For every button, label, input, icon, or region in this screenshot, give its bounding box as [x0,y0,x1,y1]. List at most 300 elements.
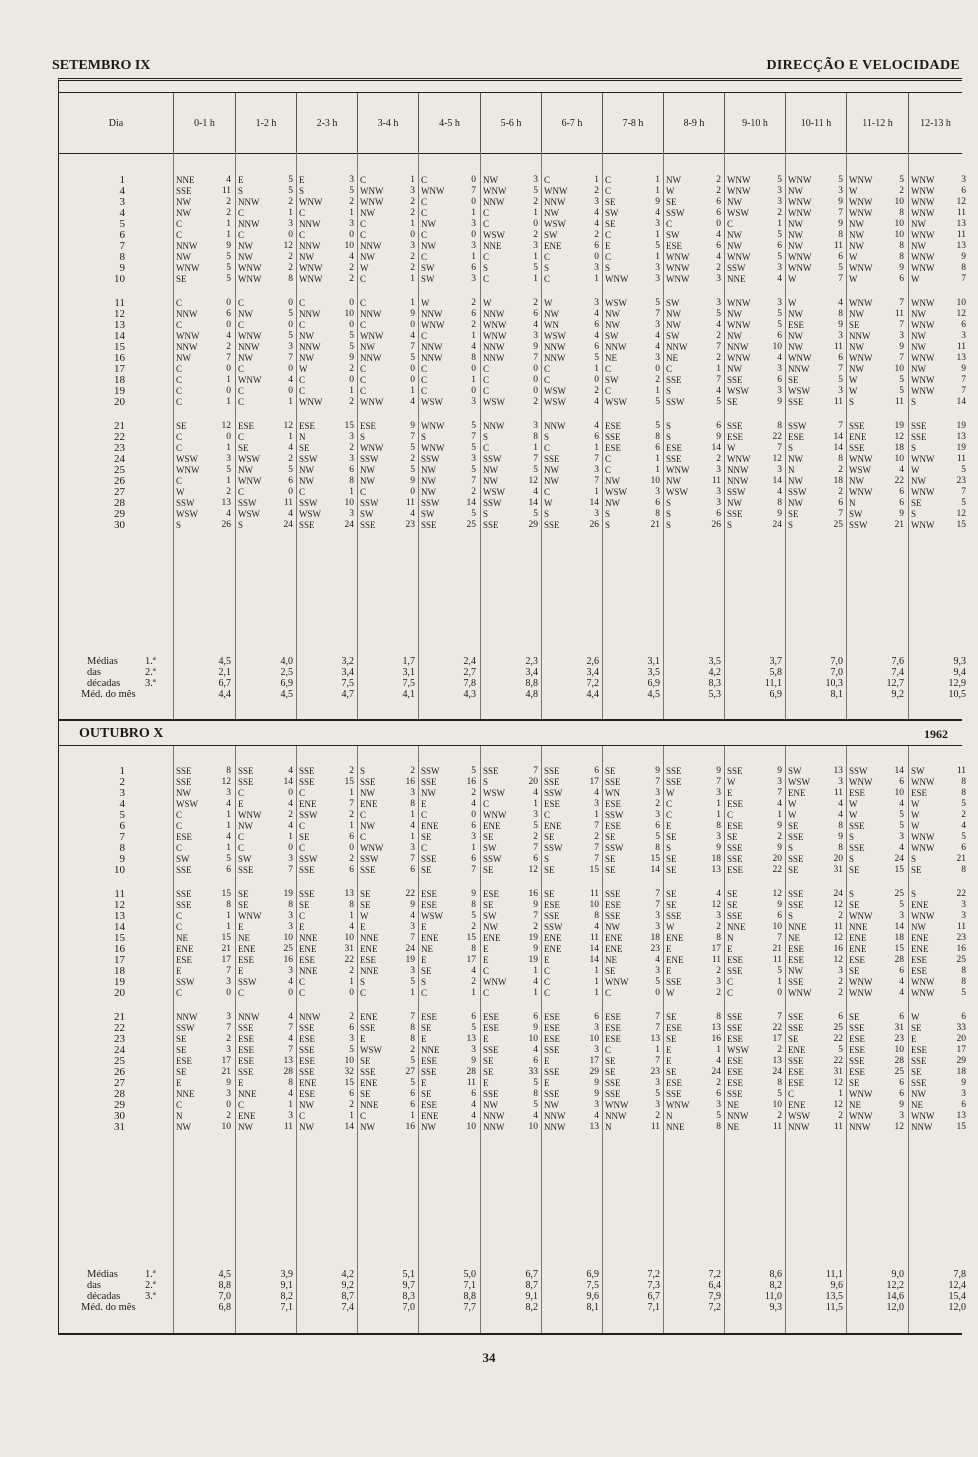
wind-speed: 6 [349,465,354,475]
wind-speed: 5 [655,298,660,308]
wind-direction: NNW [238,1012,260,1022]
day-number: 26 [114,1066,125,1078]
wind-direction: SSE [544,911,560,921]
wind-speed: 11 [956,208,966,218]
wind-direction: NNW [421,353,443,363]
wind-direction: WN [544,320,559,330]
mean-value: 6,8 [218,1302,231,1313]
mean-value: 7,6 [891,656,904,667]
wind-direction: SSW [421,454,440,464]
wind-speed: 1 [471,375,476,385]
wind-direction: WNW [605,274,629,284]
wind-direction: SE [360,889,371,899]
wind-direction: SSE [666,911,682,921]
wind-direction: WNW [849,454,873,464]
wind-direction: WNW [605,1100,629,1110]
wind-speed: 3 [288,922,293,932]
wind-direction: SE [727,397,738,407]
wind-direction: C [299,788,306,798]
day-number: 20 [114,396,125,408]
wind-speed: 17 [956,1045,966,1055]
wind-direction: SE [849,320,860,330]
wind-direction: E [483,1034,489,1044]
wind-direction: NW [911,1089,926,1099]
wind-direction: ENE [238,944,256,954]
wind-speed: 11 [772,955,782,965]
wind-direction: NW [299,353,314,363]
wind-direction: C [360,274,367,284]
wind-direction: NW [911,476,926,486]
mean-value: 9,2 [341,1280,354,1291]
wind-direction: ENE [360,1012,378,1022]
wind-direction: WNW [544,186,568,196]
wind-direction: NW [788,241,803,251]
mean-value: 3,5 [647,667,660,678]
wind-speed: 0 [226,364,231,374]
wind-direction: C [727,988,734,998]
wind-direction: SSE [849,443,865,453]
wind-direction: E [421,799,427,809]
wind-direction: SSW [360,454,379,464]
wind-direction: SSE [849,843,865,853]
wind-direction: ESE [788,944,805,954]
wind-direction: C [238,397,245,407]
wind-speed: 9 [410,421,415,431]
wind-speed: 5 [471,911,476,921]
wind-speed: 3 [716,487,721,497]
day-number: 27 [114,486,125,498]
wind-direction: WNW [849,487,873,497]
wind-direction: C [666,810,673,820]
wind-direction: SE [911,1023,922,1033]
wind-speed: 9 [410,900,415,910]
wind-speed: 2 [716,966,721,976]
wind-direction: W [849,375,858,385]
wind-speed: 6 [899,1012,904,1022]
wind-direction: C [421,843,428,853]
wind-direction: NW [727,230,742,240]
wind-speed: 1 [594,966,599,976]
wind-direction: NW [421,241,436,251]
wind-direction: NNW [238,197,260,207]
wind-direction: ENE [299,1078,317,1088]
wind-speed: 8 [655,509,660,519]
wind-direction: N [666,1111,673,1121]
wind-speed: 10 [589,1034,599,1044]
wind-direction: NW [238,309,253,319]
wind-direction: ESE [849,955,866,965]
wind-direction: W [360,911,369,921]
wind-direction: W [849,386,858,396]
wind-speed: 11 [466,1078,476,1088]
wind-speed: 2 [533,298,538,308]
wind-speed: 7 [594,843,599,853]
wind-direction: WNW [299,397,323,407]
wind-direction: SSW [605,843,624,853]
wind-direction: NNW [299,219,321,229]
column-divider [357,152,358,720]
wind-speed: 6 [777,375,782,385]
wind-direction: SSE [176,766,192,776]
wind-direction: NW [421,465,436,475]
wind-direction: NE [727,1100,739,1110]
wind-direction: C [483,219,490,229]
wind-direction: ESE [849,1067,866,1077]
wind-direction: C [299,298,306,308]
wind-speed: 16 [466,777,476,787]
wind-direction: SSE [605,432,621,442]
mean-value: 8,2 [525,1302,538,1313]
wind-speed: 7 [533,766,538,776]
mean-value: 4,4 [586,689,599,700]
wind-direction: SW [666,331,680,341]
wind-speed: 1 [288,832,293,842]
wind-direction: NW [483,922,498,932]
wind-speed: 1 [410,274,415,284]
wind-direction: WNW [911,252,935,262]
wind-speed: 7 [716,342,721,352]
wind-direction: NW [421,476,436,486]
wind-direction: NW [421,219,436,229]
wind-direction: SSE [849,1056,865,1066]
wind-speed: 0 [226,386,231,396]
wind-speed: 10 [894,219,904,229]
wind-speed: 3 [838,186,843,196]
wind-speed: 3 [349,175,354,185]
wind-speed: 24 [283,520,293,530]
wind-speed: 6 [899,966,904,976]
wind-direction: NNW [483,309,505,319]
wind-direction: S [360,977,366,987]
wind-speed: 0 [226,320,231,330]
column-divider [173,746,174,1333]
wind-direction: NNE [238,1089,257,1099]
mean-value: 7,9 [708,1291,721,1302]
day-number: 3 [119,787,125,799]
wind-speed: 3 [533,241,538,251]
wind-direction: E [911,1034,917,1044]
wind-speed: 5 [777,230,782,240]
wind-speed: 31 [833,1067,843,1077]
mean-value: 3,7 [769,656,782,667]
wind-speed: 21 [772,944,782,954]
wind-direction: SSE [788,889,804,899]
wind-direction: ESE [544,1023,561,1033]
col-header-hour: 4-5 h [418,93,480,153]
col-header-hour: 6-7 h [541,93,602,153]
wind-direction: SW [360,509,374,519]
wind-speed: 5 [838,375,843,385]
wind-direction: ESE [788,432,805,442]
wind-direction: C [299,977,306,987]
wind-direction: E [238,922,244,932]
wind-direction: WNW [911,487,935,497]
wind-direction: ESE [605,821,622,831]
wind-speed: 6 [349,832,354,842]
wind-direction: SW [849,509,863,519]
wind-speed: 27 [405,1067,415,1077]
wind-speed: 7 [410,854,415,864]
col-header-hour: 10-11 h [785,93,846,153]
wind-direction: WNW [483,810,507,820]
wind-speed: 5 [410,1078,415,1088]
mean-value: 6,9 [647,678,660,689]
wind-direction: SSE [360,1023,376,1033]
wind-direction: S [666,432,672,442]
wind-speed: 7 [471,476,476,486]
wind-speed: 29 [956,1056,966,1066]
wind-speed: 4 [838,810,843,820]
wind-speed: 14 [589,944,599,954]
mean-value: 4,2 [341,1269,354,1280]
wind-speed: 23 [650,1067,660,1077]
wind-direction: SSW [849,520,868,530]
wind-speed: 29 [528,520,538,530]
wind-direction: ENE [605,933,623,943]
wind-speed: 8 [961,977,966,987]
wind-direction: ESE [176,1056,193,1066]
wind-direction: NW [727,364,742,374]
mean-value: 6,7 [525,1269,538,1280]
wind-speed: 5 [655,421,660,431]
wind-speed: 6 [961,843,966,853]
wind-speed: 16 [833,944,843,954]
wind-direction: E [176,1078,182,1088]
wind-direction: WSW [299,509,321,519]
wind-direction: NW [911,922,926,932]
wind-speed: 0 [716,219,721,229]
wind-speed: 7 [777,1012,782,1022]
wind-speed: 4 [226,832,231,842]
wind-direction: WNW [483,186,507,196]
wind-direction: SE [421,966,432,976]
wind-speed: 6 [655,443,660,453]
wind-direction: ESE [727,799,744,809]
mean-value: 12,2 [886,1280,904,1291]
day-number: 15 [114,932,125,944]
wind-direction: SE [421,1023,432,1033]
wind-speed: 6 [410,1089,415,1099]
wind-speed: 8 [777,498,782,508]
wind-direction: E [727,788,733,798]
wind-direction: S [421,977,427,987]
wind-direction: WNW [483,977,507,987]
wind-direction: ESE [299,421,316,431]
wind-direction: SE [544,889,555,899]
wind-speed: 4 [716,889,721,899]
wind-direction: C [238,843,245,853]
wind-direction: C [299,320,306,330]
wind-speed: 2 [226,1034,231,1044]
wind-speed: 5 [226,252,231,262]
wind-speed: 6 [594,342,599,352]
wind-direction: ENE [421,1111,439,1121]
mean-value: 4,5 [647,689,660,700]
wind-speed: 6 [410,865,415,875]
wind-speed: 10 [466,1122,476,1132]
wind-speed: 0 [226,1100,231,1110]
wind-speed: 7 [838,208,843,218]
wind-speed: 8 [961,263,966,273]
wind-direction: ENE [483,821,501,831]
mean-value: 6,4 [708,1280,721,1291]
wind-direction: NW [788,454,803,464]
wind-direction: NE [605,955,617,965]
wind-speed: 14 [650,865,660,875]
wind-speed: 22 [405,889,415,899]
mean-value: 5,8 [769,667,782,678]
wind-direction: SSE [605,777,621,787]
wind-direction: NW [360,821,375,831]
day-number: 21 [114,420,125,432]
wind-direction: ENE [544,944,562,954]
wind-speed: 2 [410,1045,415,1055]
wind-direction: SE [911,865,922,875]
wind-direction: SSW [176,498,195,508]
wind-speed: 4 [288,443,293,453]
wind-direction: ENE [666,955,684,965]
wind-speed: 4 [716,1056,721,1066]
wind-direction: W [666,922,675,932]
col-header-hour: 11-12 h [846,93,908,153]
mean-value: 7,0 [218,1291,231,1302]
wind-direction: C [483,443,490,453]
wind-speed: 5 [777,309,782,319]
wind-speed: 15 [466,933,476,943]
wind-speed: 9 [838,219,843,229]
wind-speed: 4 [288,1012,293,1022]
wind-direction: ESE [727,1056,744,1066]
wind-speed: 10 [344,309,354,319]
wind-direction: C [360,832,367,842]
wind-speed: 32 [344,1067,354,1077]
wind-speed: 1 [226,476,231,486]
wind-direction: SSE [788,1056,804,1066]
wind-speed: 5 [961,498,966,508]
wind-direction: ESE [727,1034,744,1044]
mean-value: 12,9 [948,678,966,689]
wind-direction: C [176,911,183,921]
wind-speed: 4 [716,252,721,262]
wind-speed: 3 [226,1089,231,1099]
wind-speed: 11 [894,309,904,319]
wind-speed: 3 [655,274,660,284]
wind-direction: C [421,197,428,207]
wind-speed: 12 [894,432,904,442]
wind-speed: 10 [344,241,354,251]
wind-speed: 8 [961,966,966,976]
wind-speed: 1 [594,274,599,284]
wind-direction: E [238,1078,244,1088]
wind-speed: 2 [716,454,721,464]
means-label: Méd. do mês [81,689,136,700]
wind-direction: WSW [849,465,871,475]
wind-speed: 5 [533,186,538,196]
wind-speed: 3 [777,263,782,273]
wind-direction: C [176,810,183,820]
wind-direction: SSE [605,1078,621,1088]
column-divider [296,152,297,720]
wind-speed: 0 [471,810,476,820]
wind-speed: 12 [894,1122,904,1132]
wind-direction: SE [605,854,616,864]
wind-direction: WNW [849,1089,873,1099]
wind-speed: 20 [528,777,538,787]
wind-direction: WNW [911,298,935,308]
wind-direction: SE [727,832,738,842]
wind-direction: NNW [849,331,871,341]
mean-value: 11,1 [825,1269,843,1280]
day-number: 7 [119,240,125,252]
wind-speed: 0 [288,364,293,374]
wind-speed: 2 [471,977,476,987]
wind-speed: 13 [466,1034,476,1044]
wind-speed: 5 [838,175,843,185]
wind-direction: ESE [727,1067,744,1077]
wind-speed: 5 [716,397,721,407]
wind-speed: 6 [838,498,843,508]
wind-direction: ESE [788,320,805,330]
wind-direction: C [238,230,245,240]
wind-direction: ESE [605,1012,622,1022]
mean-value: 7,2 [708,1269,721,1280]
wind-speed: 2 [838,487,843,497]
mean-value: 4,0 [280,656,293,667]
wind-speed: 10 [894,364,904,374]
wind-speed: 8 [961,777,966,787]
wind-direction: SW [238,854,252,864]
wind-direction: S [299,186,305,196]
wind-direction: ESE [360,421,377,431]
wind-direction: C [421,810,428,820]
wind-direction: S [605,263,611,273]
column-divider [663,152,664,720]
wind-speed: 2 [533,832,538,842]
wind-speed: 10 [772,1100,782,1110]
wind-direction: S [483,509,489,519]
wind-direction: E [544,1056,550,1066]
wind-speed: 6 [226,309,231,319]
wind-direction: C [421,208,428,218]
wind-speed: 8 [349,900,354,910]
wind-speed: 4 [288,1034,293,1044]
wind-direction: C [421,331,428,341]
wind-direction: NW [849,241,864,251]
wind-speed: 1 [471,331,476,341]
wind-speed: 2 [838,465,843,475]
wind-speed: 6 [899,1078,904,1088]
mean-value: 8,3 [402,1291,415,1302]
wind-speed: 13 [772,1056,782,1066]
wind-speed: 24 [772,1067,782,1077]
wind-speed: 4 [899,843,904,853]
col-header-hour: 7-8 h [602,93,663,153]
wind-direction: NE [849,1100,861,1110]
wind-direction: NW [421,487,436,497]
column-divider [418,152,419,720]
wind-direction: WSW [666,487,688,497]
day-number: 14 [114,330,125,342]
wind-speed: 4 [716,386,721,396]
mean-value: 8,8 [218,1280,231,1291]
wind-speed: 13 [344,889,354,899]
wind-speed: 6 [655,498,660,508]
wind-speed: 14 [466,498,476,508]
wind-speed: 28 [894,955,904,965]
wind-direction: SE [666,854,677,864]
wind-speed: 8 [226,900,231,910]
wind-direction: C [605,465,612,475]
